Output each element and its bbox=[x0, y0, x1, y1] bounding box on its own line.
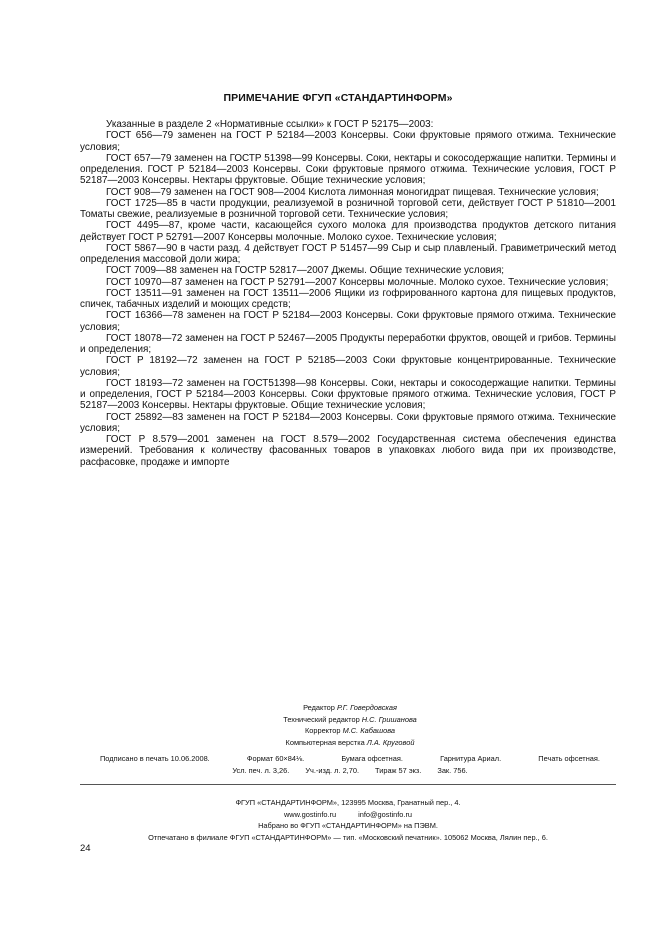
print-sheets: Усл. печ. л. 3,26. bbox=[232, 765, 290, 775]
publisher-website: www.gostinfo.ru bbox=[283, 809, 337, 819]
paper-type: Бумага офсетная. bbox=[341, 754, 403, 763]
credit-label: Корректор bbox=[304, 726, 341, 736]
note-item: ГОСТ 1725—85 в части продукции, реализуемой в розничной торговой сети, действует ГОСТ Р 51810—2001 Томаты свежие, реализуемые в розничной торговой сети. Технические условия; bbox=[80, 197, 616, 220]
page-number: 24 bbox=[80, 843, 91, 854]
note-title: ПРИМЕЧАНИЕ ФГУП «СТАНДАРТИНФОРМ» bbox=[223, 92, 453, 104]
credits-block bbox=[100, 702, 600, 748]
print-info-row bbox=[100, 753, 600, 765]
note-item: ГОСТ 7009—88 заменен на ГОСТР 52817—2007 Джемы. Общие технические условия; bbox=[106, 265, 505, 277]
order-number: Зак. 756. bbox=[437, 765, 468, 775]
note-item: ГОСТ 656—79 заменен на ГОСТ Р 52184—2003 Консервы. Соки фруктовые прямого отжима. Технические условия; bbox=[80, 130, 616, 153]
note-item: ГОСТ 25892—83 заменен на ГОСТ Р 52184—2003 Консервы. Соки фруктовые прямого отжима. Технические условия; bbox=[80, 411, 616, 434]
publisher-contacts bbox=[60, 809, 636, 821]
publisher-address: ФГУП «СТАНДАРТИНФОРМ», 123995 Москва, Гранатный пер., 4. bbox=[235, 798, 461, 807]
note-item: ГОСТ 18193—72 заменен на ГОСТ51398—98 Консервы. Соки, нектары и сокосодержащие напитки. Термины и определения, ГОСТ Р 52184—2003 Консервы. Соки фруктовые прямого отжима. Технические условия, ГОСТ Р 52187—2003 Консервы. Нектары фруктовые. Общие технические условия; bbox=[80, 377, 616, 412]
publisher-email: info@gostinfo.ru bbox=[358, 809, 413, 819]
credit-name: Н.С. Гришанова bbox=[361, 714, 417, 724]
note-item: ГОСТ 13511—91 заменен на ГОСТ 13511—2006 Ящики из гофрированного картона для пищевых продуктов, спичек, табачных изделий и моющих средств; bbox=[80, 287, 616, 310]
divider bbox=[80, 784, 616, 785]
note-item: ГОСТ 16366—78 заменен на ГОСТ Р 52184—2003 Консервы. Соки фруктовые прямого отжима. Технические условия; bbox=[80, 310, 616, 333]
credit-proofreader bbox=[100, 725, 600, 737]
circulation: Тираж 57 экз. bbox=[375, 765, 422, 775]
paper-format: Формат 60×84⅛. bbox=[246, 754, 305, 763]
note-item: ГОСТ Р 8.579—2001 заменен на ГОСТ 8.579—2002 Государственная система обеспечения единства измерений. Требования к количеству фасованных товаров в упаковках любого вида при их производстве, расфасовке, продаже и импорте bbox=[80, 434, 616, 468]
printed-note: Отпечатано в филиале ФГУП «СТАНДАРТИНФОРМ» — тип. «Московский печатник». 105062 Москва, Лялин пер., 6. bbox=[148, 832, 548, 842]
credit-label: Редактор bbox=[303, 703, 335, 712]
note-item: ГОСТ 18078—72 заменен на ГОСТ Р 52467—2005 Продукты переработки фруктов, овощей и грибов. Термины и определения; bbox=[80, 332, 616, 355]
note-item: ГОСТ 657—79 заменен на ГОСТР 51398—99 Консервы. Соки, нектары и сокосодержащие напитки. Термины и определения. ГОСТ Р 52184—2003 Консервы. Соки фруктовые прямого отжима. Технические условия, ГОСТ Р 52187—2003 Консервы. Нектары фруктовые. Общие технические условия; bbox=[80, 152, 616, 187]
note-item: ГОСТ 4495—87, кроме части, касающейся сухого молока для производства продуктов детского питания действует ГОСТ Р 52791—2007 Консервы молочные. Молоко сухое. Технические условия; bbox=[80, 220, 616, 243]
publisher-block bbox=[60, 797, 636, 843]
credit-name: Р.Г. Говердовская bbox=[336, 703, 397, 712]
typeface: Гарнитура Ариал. bbox=[440, 754, 502, 763]
credit-label: Технический редактор bbox=[283, 714, 360, 724]
print-info bbox=[100, 753, 600, 777]
note-body bbox=[80, 119, 616, 468]
signed-date: Подписано в печать 10.06.2008. bbox=[100, 754, 210, 763]
note-item: ГОСТ 10970—87 заменен на ГОСТ Р 52791—2007 Консервы молочные. Молоко сухое. Технические условия; bbox=[106, 276, 609, 288]
credit-label: Компьютерная верстка bbox=[285, 737, 365, 747]
note-intro: Указанные в разделе 2 «Нормативные ссылки» к ГОСТ Р 52175—2003: bbox=[106, 119, 434, 130]
credit-name: Л.А. Круговой bbox=[366, 737, 415, 747]
note-item: ГОСТ Р 18192—72 заменен на ГОСТ Р 52185—2003 Соки фруктовые концентрированные. Технические условия; bbox=[80, 355, 616, 378]
print-info-row bbox=[100, 765, 600, 777]
credit-editor bbox=[100, 702, 600, 714]
note-item: ГОСТ 908—79 заменен на ГОСТ 908—2004 Кислота лимонная моногидрат пищевая. Технические условия; bbox=[106, 186, 599, 198]
typeset-note: Набрано во ФГУП «СТАНДАРТИНФОРМ» на ПЭВМ. bbox=[258, 821, 438, 831]
note-item: ГОСТ 5867—90 в части разд. 4 действует ГОСТ Р 51457—99 Сыр и сыр плавленый. Гравиметрический метод определения массовой доли жира; bbox=[80, 242, 616, 265]
printing-method: Печать офсетная. bbox=[538, 754, 600, 763]
credit-name: М.С. Кабашова bbox=[342, 726, 396, 736]
publisher-sheets: Уч.-изд. л. 2,70. bbox=[305, 765, 360, 775]
credit-tech-editor bbox=[100, 714, 600, 726]
credit-layout bbox=[100, 737, 600, 749]
